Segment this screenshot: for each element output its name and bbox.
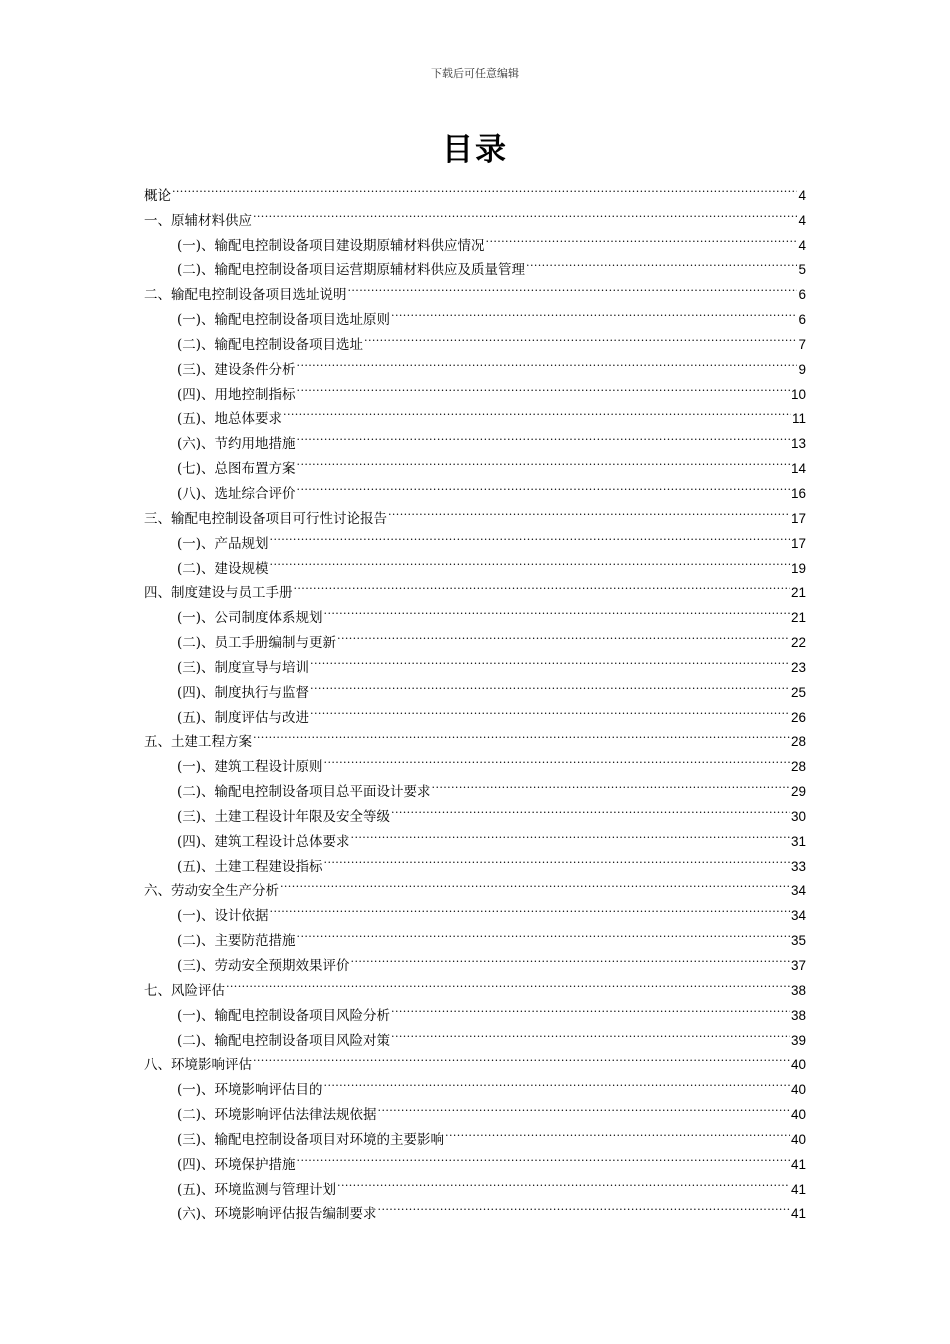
toc-dot-leader (324, 846, 790, 871)
toc-entry-page-number: 40 (790, 1082, 806, 1098)
toc-entry-page-number: 6 (798, 287, 806, 303)
toc-dot-leader (280, 871, 790, 896)
toc-dot-leader (294, 573, 790, 598)
toc-entry-label: (二)、员工手册编制与更新 (177, 635, 337, 652)
toc-entry-label: (五)、环境监测与管理计划 (177, 1181, 337, 1198)
toc-entry-page-number: 5 (798, 262, 806, 278)
toc-entry-page-number: 40 (790, 1131, 806, 1147)
toc-entry-label: (三)、制度宣导与培训 (177, 659, 310, 676)
toc-entry[interactable] (144, 200, 806, 229)
toc-entry-page-number: 33 (790, 858, 806, 874)
toc-dot-leader (391, 299, 797, 324)
toc-dot-leader (391, 796, 790, 821)
toc-dot-leader (270, 548, 790, 573)
toc-entry-page-number: 34 (790, 908, 806, 924)
toc-dot-leader (378, 1194, 790, 1219)
toc-entry-page-number: 26 (790, 709, 806, 725)
toc-entry-label: 三、输配电控制设备项目可行性讨论报告 (144, 510, 387, 527)
toc-dot-leader (253, 722, 790, 747)
toc-entry-page-number: 40 (790, 1107, 806, 1123)
toc-entry-label: 六、劳动安全生产分析 (144, 883, 279, 900)
toc-entry-page-number: 9 (798, 361, 806, 377)
toc-entry-label: (一)、输配电控制设备项目风险分析 (177, 1007, 391, 1024)
toc-entry-page-number: 40 (790, 1057, 806, 1073)
toc-entry-page-number: 31 (790, 833, 806, 849)
toc-dot-leader (310, 697, 790, 722)
toc-entry-label: (五)、土建工程建设指标 (177, 858, 323, 875)
toc-entry-label: 二、输配电控制设备项目选址说明 (144, 287, 347, 304)
toc-entry-label: 五、土建工程方案 (144, 734, 252, 751)
toc-entry-label: (四)、环境保护措施 (177, 1156, 296, 1173)
toc-entry-page-number: 34 (790, 883, 806, 899)
toc-entry-page-number: 28 (790, 734, 806, 750)
toc-dot-leader (253, 200, 797, 225)
toc-entry-page-number: 4 (798, 212, 806, 228)
toc-entry-page-number: 29 (790, 784, 806, 800)
toc-entry-page-number: 30 (790, 808, 806, 824)
toc-dot-leader (324, 1069, 790, 1094)
toc-entry-page-number: 10 (790, 386, 806, 402)
toc-entry-page-number: 4 (798, 237, 806, 253)
toc-entry-label: (二)、输配电控制设备项目总平面设计要求 (177, 784, 431, 801)
toc-entry-label: (三)、输配电控制设备项目对环境的主要影响 (177, 1131, 445, 1148)
toc-dot-leader (283, 399, 791, 424)
toc-entry-label: (一)、产品规划 (177, 535, 269, 552)
toc-dot-leader (391, 995, 790, 1020)
table-of-contents (144, 175, 806, 1223)
toc-entry-label: (三)、建设条件分析 (177, 361, 296, 378)
toc-entry-page-number: 6 (798, 312, 806, 328)
toc-entry[interactable] (144, 175, 806, 204)
toc-dot-leader (337, 1169, 790, 1194)
toc-dot-leader (297, 1144, 790, 1169)
toc-entry-page-number: 38 (790, 1007, 806, 1023)
toc-entry-page-number: 11 (791, 411, 806, 427)
toc-dot-leader (297, 448, 790, 473)
toc-dot-leader (526, 250, 797, 275)
toc-entry-label: (一)、建筑工程设计原则 (177, 759, 323, 776)
toc-entry-page-number: 25 (790, 684, 806, 700)
toc-entry-label: (六)、节约用地措施 (177, 436, 296, 453)
toc-entry-page-number: 41 (790, 1156, 806, 1172)
toc-entry-label: (二)、输配电控制设备项目选址 (177, 336, 364, 353)
toc-entry-page-number: 17 (790, 535, 806, 551)
toc-entry-label: (二)、环境影响评估法律法规依据 (177, 1107, 377, 1124)
toc-entry[interactable] (144, 995, 806, 1024)
toc-dot-leader (253, 1045, 790, 1070)
toc-dot-leader (310, 647, 790, 672)
toc-entry-label: (一)、输配电控制设备项目选址原则 (177, 312, 391, 329)
toc-dot-leader (432, 771, 790, 796)
toc-entry-page-number: 16 (790, 485, 806, 501)
toc-dot-leader (391, 1020, 790, 1045)
toc-entry-label: (二)、输配电控制设备项目运营期原辅材料供应及质量管理 (177, 262, 526, 279)
toc-dot-leader (172, 175, 797, 200)
toc-entry-label: (一)、输配电控制设备项目建设期原辅材料供应情况 (177, 237, 485, 254)
toc-entry-label: (四)、建筑工程设计总体要求 (177, 833, 350, 850)
toc-entry-label: 八、环境影响评估 (144, 1057, 252, 1074)
toc-entry-label: (五)、地总体要求 (177, 411, 283, 428)
toc-entry-label: (五)、制度评估与改进 (177, 709, 310, 726)
toc-dot-leader (297, 349, 798, 374)
toc-entry-label: 四、制度建设与员工手册 (144, 585, 293, 602)
toc-entry-page-number: 19 (790, 560, 806, 576)
toc-entry-page-number: 35 (790, 933, 806, 949)
toc-entry-label: (四)、用地控制指标 (177, 386, 296, 403)
toc-entry-label: (一)、环境影响评估目的 (177, 1082, 323, 1099)
toc-dot-leader (351, 821, 790, 846)
toc-entry-page-number: 17 (790, 510, 806, 526)
toc-entry-label: 概论 (144, 187, 171, 204)
toc-entry-page-number: 14 (790, 461, 806, 477)
page-title: 目录 (442, 132, 508, 168)
toc-entry-label: (一)、设计依据 (177, 908, 269, 925)
toc-entry-page-number: 13 (790, 436, 806, 452)
toc-entry-page-number: 38 (790, 982, 806, 998)
toc-entry-label: (二)、主要防范措施 (177, 933, 296, 950)
toc-dot-leader (378, 1094, 790, 1119)
toc-entry-label: 一、原辅材料供应 (144, 212, 252, 229)
toc-entry-label: (三)、土建工程设计年限及安全等级 (177, 808, 391, 825)
toc-entry-page-number: 22 (790, 635, 806, 651)
page-header-note: 下载后可任意编辑 (431, 67, 519, 80)
toc-entry-page-number: 41 (790, 1181, 806, 1197)
toc-entry-page-number: 41 (790, 1206, 806, 1222)
toc-dot-leader (348, 274, 798, 299)
toc-entry-label: (四)、制度执行与监督 (177, 684, 310, 701)
toc-dot-leader (324, 746, 790, 771)
toc-dot-leader (226, 970, 790, 995)
toc-dot-leader (324, 597, 790, 622)
toc-entry-page-number: 28 (790, 759, 806, 775)
toc-entry-page-number: 4 (798, 187, 806, 203)
toc-dot-leader (486, 225, 798, 250)
toc-dot-leader (310, 672, 790, 697)
toc-entry-label: (七)、总图布置方案 (177, 461, 296, 478)
toc-dot-leader (445, 1119, 790, 1144)
toc-dot-leader (337, 622, 790, 647)
toc-dot-leader (351, 945, 790, 970)
toc-dot-leader (270, 523, 790, 548)
toc-entry-page-number: 21 (790, 610, 806, 626)
toc-dot-leader (270, 895, 790, 920)
toc-entry-label: (八)、选址综合评价 (177, 485, 296, 502)
toc-dot-leader (297, 374, 790, 399)
toc-entry-label: (六)、环境影响评估报告编制要求 (177, 1206, 377, 1223)
toc-entry-page-number: 37 (790, 958, 806, 973)
toc-entry-page-number: 39 (790, 1032, 806, 1048)
toc-entry-label: (二)、输配电控制设备项目风险对策 (177, 1032, 391, 1049)
toc-dot-leader (297, 473, 790, 498)
toc-entry-page-number: 21 (790, 585, 806, 601)
toc-dot-leader (297, 920, 790, 945)
toc-entry-label: 七、风险评估 (144, 982, 225, 999)
toc-dot-leader (364, 324, 797, 349)
toc-entry-label: (二)、建设规模 (177, 560, 269, 577)
toc-entry-label: (三)、劳动安全预期效果评价 (177, 958, 350, 974)
toc-entry[interactable] (144, 970, 806, 999)
toc-dot-leader (297, 423, 790, 448)
toc-entry-page-number: 23 (790, 659, 806, 675)
toc-dot-leader (388, 498, 790, 523)
toc-entry-page-number: 7 (798, 336, 806, 352)
toc-entry-label: (一)、公司制度体系规划 (177, 610, 323, 627)
